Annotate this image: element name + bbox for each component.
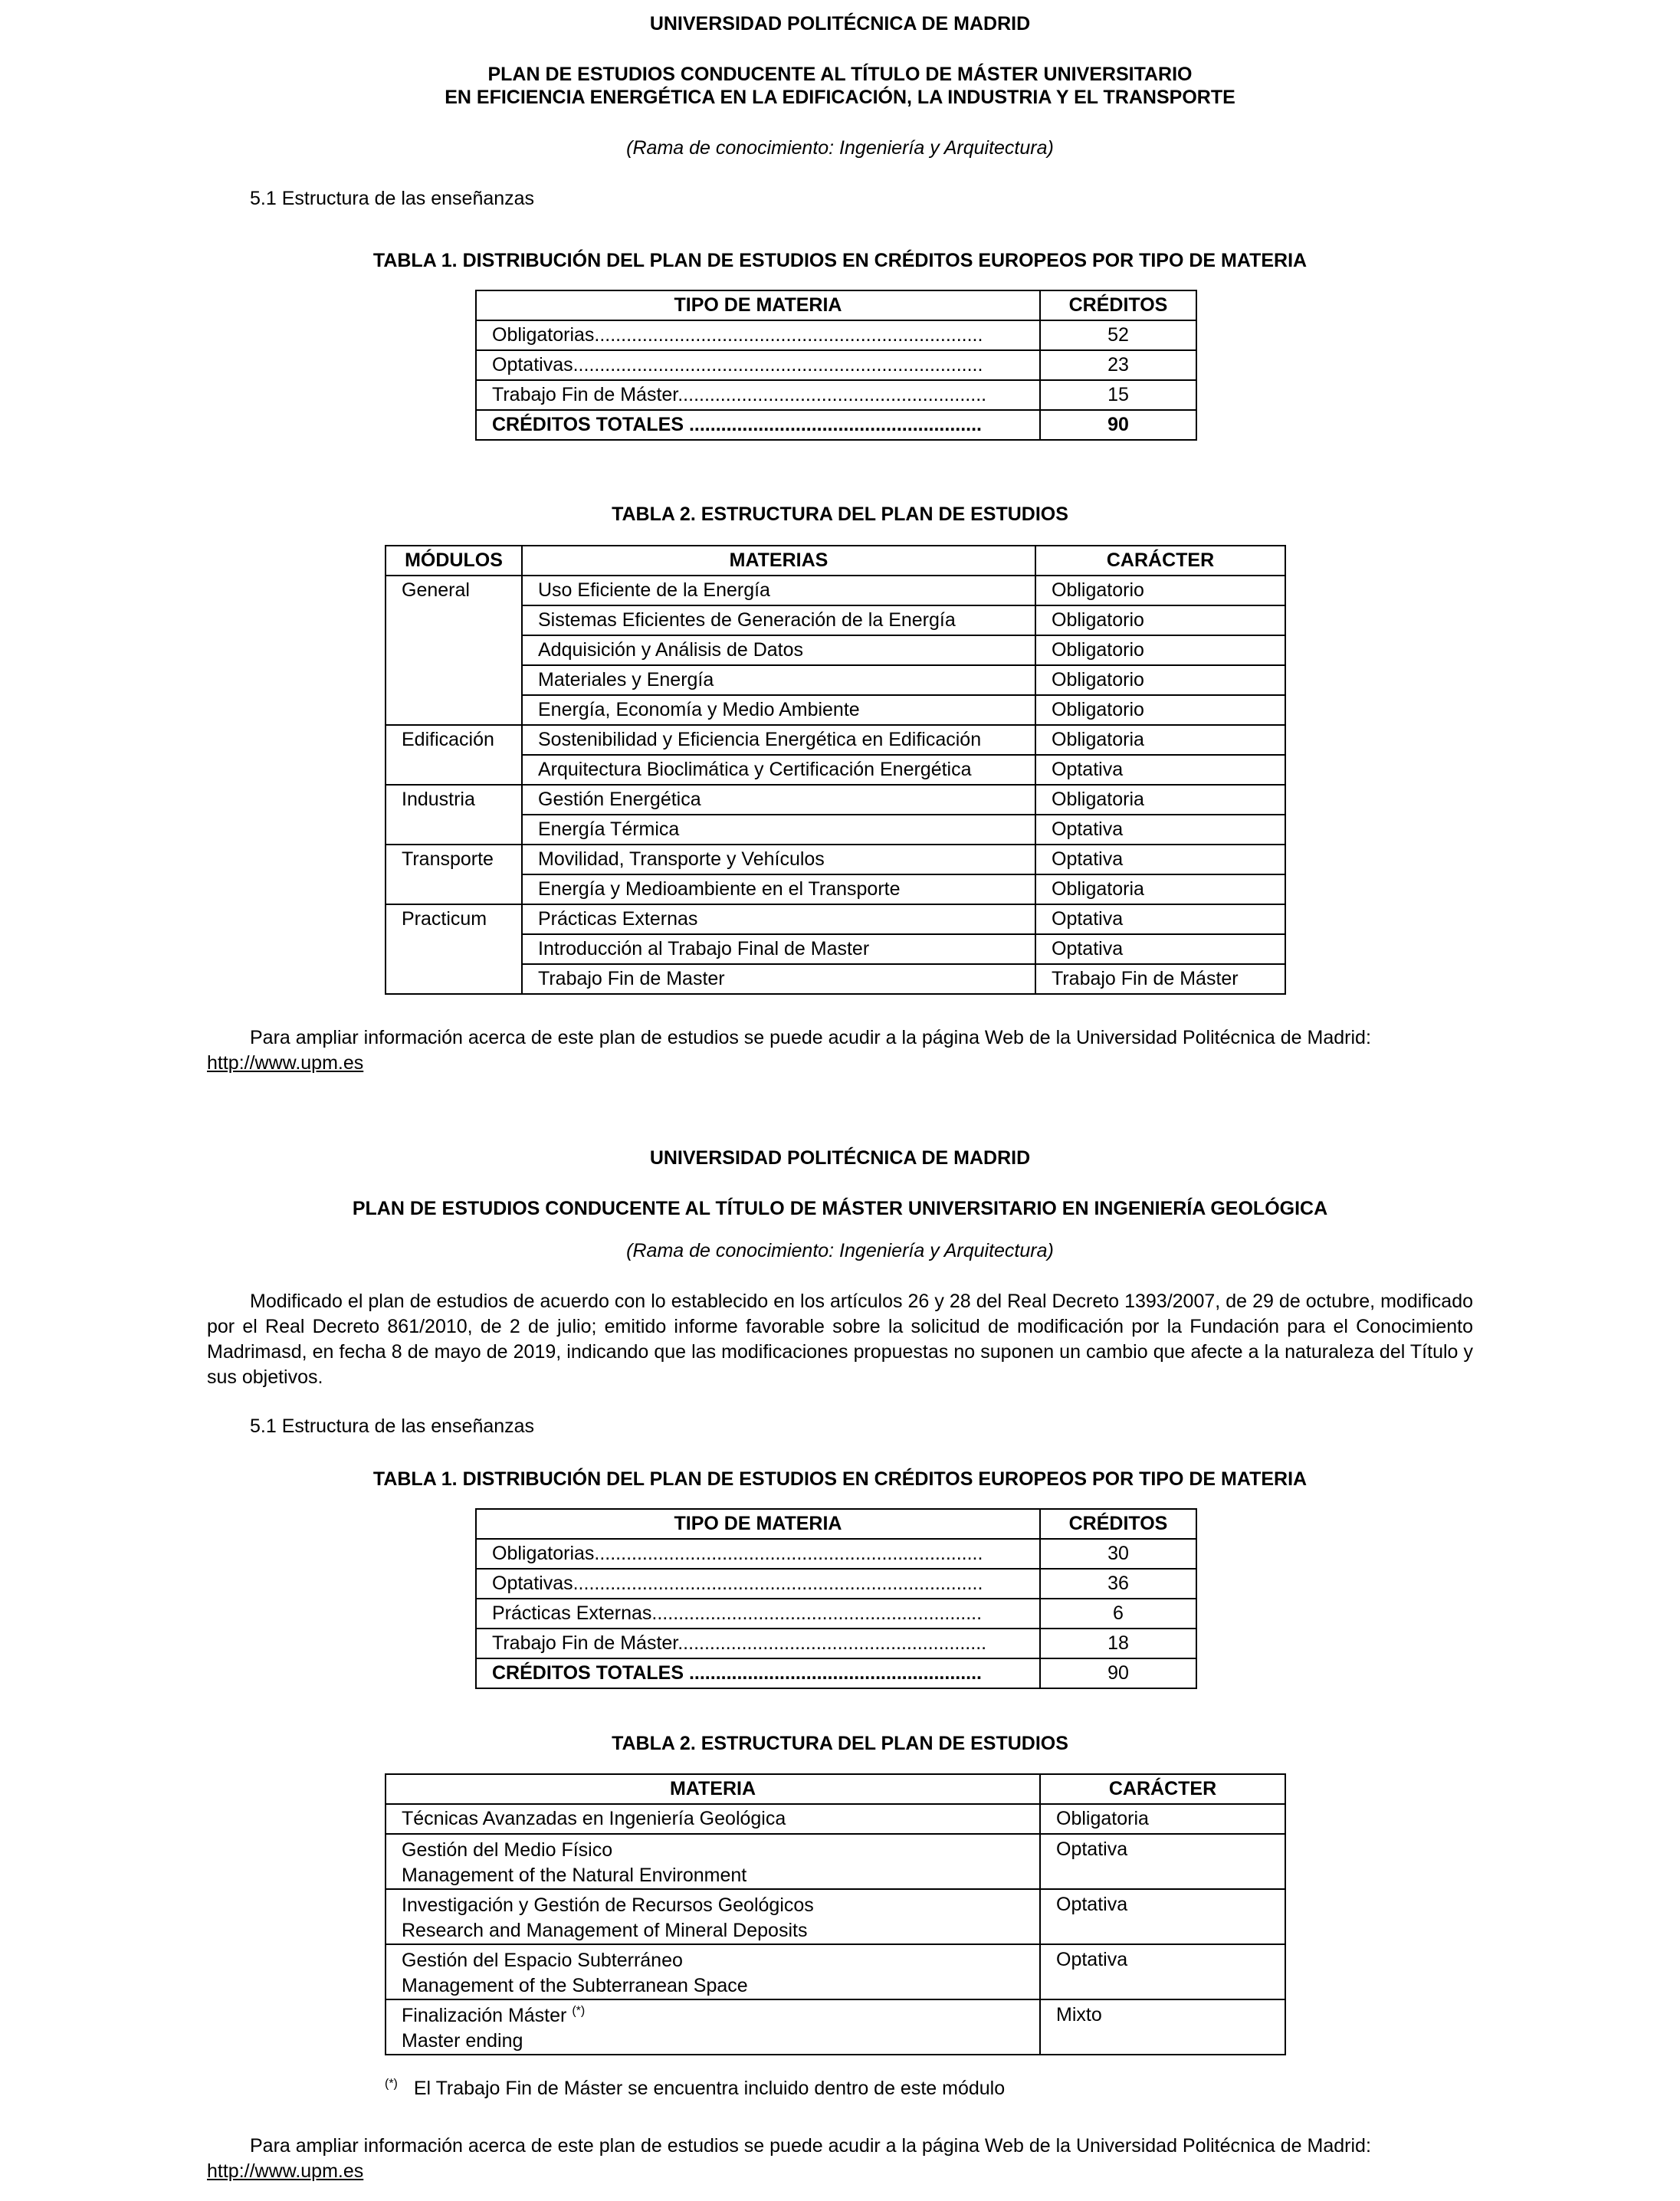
table-row-total (476, 410, 1196, 440)
table-row (386, 934, 1285, 964)
table-cell: Trabajo Fin de Máster.......................................................... (476, 1629, 1040, 1658)
table-row (386, 755, 1285, 785)
table-row (386, 845, 1285, 874)
subject-name-es (402, 1838, 1024, 1863)
table-header-row (476, 1509, 1196, 1539)
table-row (386, 964, 1285, 994)
module-cell (386, 755, 522, 785)
character-cell: Obligatoria (1035, 874, 1285, 904)
module-cell (386, 934, 522, 964)
character-cell: Optativa (1035, 815, 1285, 845)
subject-cell: Movilidad, Transporte y Vehículos (522, 845, 1035, 874)
table-cell: 90 (1040, 410, 1196, 440)
subject-cell: Trabajo Fin de Master (522, 964, 1035, 994)
table-row (476, 380, 1196, 410)
doc1-table2-caption: TABLA 2. ESTRUCTURA DEL PLAN DE ESTUDIOS (612, 504, 1068, 525)
table-cell: CRÉDITOS TOTALES ....................................................... (476, 410, 1040, 440)
table-cell: Optativas............................................................................. (476, 350, 1040, 380)
doc2-more-info (207, 2134, 1473, 2184)
subject-name-en: Management of the Subterranean Space (402, 1975, 748, 1996)
module-cell: Transporte (386, 845, 522, 874)
table-cell: Optativas............................................................................. (476, 1569, 1040, 1599)
subject-cell (386, 1944, 1040, 1999)
table-cell: 90 (1040, 1658, 1196, 1688)
table-row-total (476, 1658, 1196, 1688)
column-header: MATERIA (386, 1774, 1040, 1804)
table-cell: 23 (1040, 350, 1196, 380)
character-cell: Obligatorio (1035, 635, 1285, 665)
doc2-more-info-text: Para ampliar información acerca de este plan de estudios se puede acudir a la página Web de la Universidad Politécnica de Madrid: (250, 2135, 1371, 2157)
footnote-mark: (*) (385, 2077, 398, 2091)
character-cell: Optativa (1040, 1944, 1285, 1999)
subject-cell: Energía, Economía y Medio Ambiente (522, 695, 1035, 725)
module-cell: Industria (386, 785, 522, 815)
table-row (476, 1599, 1196, 1629)
table-row (386, 695, 1285, 725)
module-cell (386, 635, 522, 665)
table-cell: 6 (1040, 1599, 1196, 1629)
table-row (386, 785, 1285, 815)
subject-name-en: Management of the Natural Environment (402, 1865, 747, 1886)
character-cell: Obligatorio (1035, 695, 1285, 725)
doc2-table1-caption: TABLA 1. DISTRIBUCIÓN DEL PLAN DE ESTUDIOS EN CRÉDITOS EUROPEOS POR TIPO DE MATERIA (372, 1468, 1308, 1490)
doc1-title-line2: EN EFICIENCIA ENERGÉTICA EN LA EDIFICACIÓN, LA INDUSTRIA Y EL TRANSPORTE (445, 87, 1235, 108)
module-cell (386, 874, 522, 904)
character-cell: Optativa (1035, 934, 1285, 964)
subject-name-es (402, 2003, 1024, 2029)
subject-cell: Sostenibilidad y Eficiencia Energética en Edificación (522, 725, 1035, 755)
table-row (386, 815, 1285, 845)
table-row (386, 1999, 1285, 2055)
doc1-more-info-text: Para ampliar información acerca de este plan de estudios se puede acudir a la página Web de la Universidad Politécnica de Madrid: (250, 1027, 1371, 1048)
column-header: CARÁCTER (1035, 546, 1285, 576)
column-header: TIPO DE MATERIA (476, 1509, 1040, 1539)
character-cell: Optativa (1035, 845, 1285, 874)
column-header: CARÁCTER (1040, 1774, 1285, 1804)
doc2-intro-text: Modificado el plan de estudios de acuerdo con lo establecido en los artículos 26 y 28 del Real Decreto 1393/2007, de 29 de octubre, modificado por el Real Decreto 861/2010, de 2 de julio; emitido informe favorable sobre la solicitud de modificación por la Fundación para el Conocimiento Madrimasd, en fecha 8 de mayo de 2019, indicando que las modificaciones propuestas no suponen un cambio que afecte a la naturaleza del Título y sus objetivos. (207, 1291, 1473, 1388)
table-cell: Prácticas Externas.............................................................. (476, 1599, 1040, 1629)
character-cell: Optativa (1040, 1834, 1285, 1889)
table-row (476, 1629, 1196, 1658)
module-cell (386, 695, 522, 725)
doc2-upm-link[interactable]: http://www.upm.es (207, 2160, 364, 2182)
subject-cell: Energía Térmica (522, 815, 1035, 845)
subject-name-en: Master ending (402, 2030, 523, 2052)
table-row (386, 605, 1285, 635)
subject-name-en: Research and Management of Mineral Deposits (402, 1920, 808, 1941)
character-cell: Optativa (1035, 904, 1285, 934)
subject-cell: Introducción al Trabajo Final de Master (522, 934, 1035, 964)
doc2-title: PLAN DE ESTUDIOS CONDUCENTE AL TÍTULO DE MÁSTER UNIVERSITARIO EN INGENIERÍA GEOLÓGICA (352, 1198, 1328, 1219)
subject-name-es-text: Finalización Máster (402, 2005, 567, 2026)
table-row (386, 1834, 1285, 1889)
character-cell: Obligatoria (1035, 725, 1285, 755)
table-cell: CRÉDITOS TOTALES ....................................................... (476, 1658, 1040, 1688)
table-cell: 52 (1040, 320, 1196, 350)
table-row (386, 725, 1285, 755)
column-header: CRÉDITOS (1040, 290, 1196, 320)
subject-cell (386, 1999, 1040, 2055)
table-cell: Trabajo Fin de Máster.......................................................... (476, 380, 1040, 410)
module-cell (386, 964, 522, 994)
character-cell: Obligatorio (1035, 665, 1285, 695)
module-cell (386, 665, 522, 695)
doc1-more-info (207, 1025, 1473, 1076)
footnote-text: El Trabajo Fin de Máster se encuentra incluido dentro de este módulo (413, 2078, 1006, 2099)
doc2-table2-caption: TABLA 2. ESTRUCTURA DEL PLAN DE ESTUDIOS (612, 1733, 1068, 1754)
character-cell: Obligatorio (1035, 576, 1285, 605)
subject-cell: Adquisición y Análisis de Datos (522, 635, 1035, 665)
table-row (476, 1569, 1196, 1599)
doc2-table2 (385, 1773, 1286, 2055)
character-cell: Mixto (1040, 1999, 1285, 2055)
subject-cell: Energía y Medioambiente en el Transporte (522, 874, 1035, 904)
doc2-footnote (385, 2077, 1005, 2101)
subject-cell: Materiales y Energía (522, 665, 1035, 695)
subject-cell: Uso Eficiente de la Energía (522, 576, 1035, 605)
character-cell: Obligatoria (1040, 1804, 1285, 1834)
table-cell: 36 (1040, 1569, 1196, 1599)
doc1-university: UNIVERSIDAD POLITÉCNICA DE MADRID (649, 13, 1031, 34)
subject-name-es-text: Gestión del Espacio Subterráneo (402, 1950, 683, 1971)
module-cell: Practicum (386, 904, 522, 934)
table-cell: 30 (1040, 1539, 1196, 1569)
subject-name-es (402, 1948, 1024, 1973)
character-cell: Obligatorio (1035, 605, 1285, 635)
table-row (386, 1944, 1285, 1999)
doc2-table1 (475, 1508, 1197, 1689)
module-cell: General (386, 576, 522, 605)
subject-name-es-text: Gestión del Medio Físico (402, 1839, 613, 1861)
module-cell: Edificación (386, 725, 522, 755)
column-header: MATERIAS (522, 546, 1035, 576)
character-cell: Optativa (1035, 755, 1285, 785)
doc2-section-heading: 5.1 Estructura de las enseñanzas (250, 1415, 535, 1437)
doc1-branch: (Rama de conocimiento: Ingeniería y Arquitectura) (626, 137, 1054, 159)
subject-cell: Sistemas Eficientes de Generación de la Energía (522, 605, 1035, 635)
character-cell: Optativa (1040, 1889, 1285, 1944)
table-cell: Obligatorias......................................................................... (476, 320, 1040, 350)
subject-name-es-text: Investigación y Gestión de Recursos Geológicos (402, 1894, 814, 1916)
table-row (476, 350, 1196, 380)
doc1-table1-caption: TABLA 1. DISTRIBUCIÓN DEL PLAN DE ESTUDIOS EN CRÉDITOS EUROPEOS POR TIPO DE MATERIA (372, 250, 1308, 271)
doc2-intro (207, 1289, 1473, 1390)
subject-cell: Técnicas Avanzadas en Ingeniería Geológica (386, 1804, 1040, 1834)
doc1-upm-link[interactable]: http://www.upm.es (207, 1052, 364, 1074)
module-cell (386, 605, 522, 635)
table-row (386, 665, 1285, 695)
character-cell: Obligatoria (1035, 785, 1285, 815)
subject-name-es (402, 1893, 1024, 1918)
column-header: CRÉDITOS (1040, 1509, 1196, 1539)
table-row (386, 576, 1285, 605)
table-row (476, 1539, 1196, 1569)
doc2-branch: (Rama de conocimiento: Ingeniería y Arquitectura) (626, 1240, 1054, 1261)
table-cell: 18 (1040, 1629, 1196, 1658)
footnote-ref: (*) (572, 2004, 586, 2018)
doc1-title-line1: PLAN DE ESTUDIOS CONDUCENTE AL TÍTULO DE MÁSTER UNIVERSITARIO (487, 64, 1193, 85)
table-cell: Obligatorias......................................................................... (476, 1539, 1040, 1569)
table-row (386, 1804, 1285, 1834)
doc1-section-heading: 5.1 Estructura de las enseñanzas (250, 188, 535, 209)
table-row (386, 874, 1285, 904)
subject-cell: Gestión Energética (522, 785, 1035, 815)
doc1-table2 (385, 545, 1286, 995)
table-header-row (386, 546, 1285, 576)
column-header: TIPO DE MATERIA (476, 290, 1040, 320)
column-header: MÓDULOS (386, 546, 522, 576)
table-row (386, 635, 1285, 665)
table-row (476, 320, 1196, 350)
table-cell: 15 (1040, 380, 1196, 410)
subject-cell (386, 1889, 1040, 1944)
table-header-row (476, 290, 1196, 320)
table-row (386, 1889, 1285, 1944)
doc2-university: UNIVERSIDAD POLITÉCNICA DE MADRID (649, 1147, 1031, 1169)
subject-cell: Arquitectura Bioclimática y Certificación Energética (522, 755, 1035, 785)
module-cell (386, 815, 522, 845)
table-row (386, 904, 1285, 934)
table-header-row (386, 1774, 1285, 1804)
subject-cell (386, 1834, 1040, 1889)
doc1-table1 (475, 290, 1197, 441)
character-cell: Trabajo Fin de Máster (1035, 964, 1285, 994)
subject-cell: Prácticas Externas (522, 904, 1035, 934)
